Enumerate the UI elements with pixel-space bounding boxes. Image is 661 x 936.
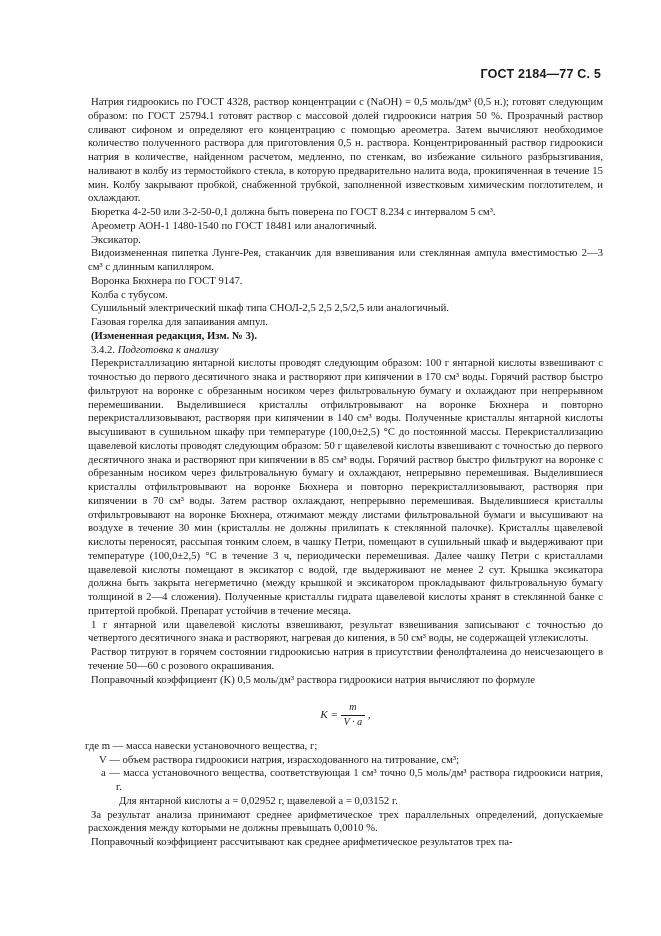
formula-fraction [341, 701, 365, 730]
section-title: Подготовка к анализу [117, 343, 219, 356]
legend-m: где m — масса навески установочного вещества, г; [85, 739, 318, 752]
paragraph-buchner-funnel: Воронка Бюхнера по ГОСТ 9147. [91, 274, 243, 287]
paragraph-flask: Колба с тубусом. [91, 288, 168, 301]
paragraph-areometer: Ареометр АОН-1 1480-1540 по ГОСТ 18481 или аналогичный. [91, 219, 377, 232]
paragraph-desiccator: Эксикатор. [91, 233, 141, 246]
paragraph-formula-intro: Поправочный коэффициент (K) 0,5 моль/дм³ раствора гидроокиси натрия вычисляют по формуле [91, 673, 535, 686]
legend-a: a — масса установочного вещества, соответствующая 1 см³ точно 0,5 моль/дм³ раствора гидроокиси натрия, г. [101, 767, 603, 793]
paragraph-weighing: 1 г янтарной или щавелевой кислоты взвешивают, результат взвешивания записывают с точностью до четвертого десятичного знака и растворяют, нагревая до кипения, в 50 см³ воды, не содержащей углекислоты. [88, 618, 603, 645]
document-body [85, 96, 603, 850]
paragraph-amendment-note: (Измененная редакция, Изм. № 3). [91, 329, 258, 342]
paragraph-gas-burner: Газовая горелка для запаивания ампул. [91, 316, 268, 328]
paragraph-constants: Для янтарной кислоты a = 0,02952 г, щавелевой a = 0,03152 г. [119, 794, 398, 807]
page-header: ГОСТ 2184—77 С. 5 [480, 67, 601, 81]
section-heading [88, 344, 603, 358]
paragraph-recrystallization: Перекристаллизацию янтарной кислоты проводят следующим образом: 100 г янтарной кислоты взвешивают с точностью до первого десятичного знака и растворяют при кипячении в 170 см³ воды. Горячий раствор быстро фильтруют на воронке с обрезанным носиком через фильтровальную бумагу и охлаждают при непрерывном перемешивании. Выделившиеся кристаллы отфильтровывают на воронке Бюхнера и повторно перекристаллизовывают, растворяя при кипячении в 140 см³ воды. Полученные кристаллы янтарной кислоты высушивают в сушильном шкафу при температуре (100,0±2,5) °С до постоянной массы. Перекристаллизацию щавелевой кислоты проводят следующим образом: 50 г щавелевой кислоты взвешивают с точностью до первого десятичного знака и растворяют при кипячении в 85 см³ воды. Горячий раствор быстро фильтруют на воронке с обрезанным носиком через фильтровальную бумагу и охлаждают, непрерывно перемешивая. Выделившиеся кристаллы отфильтровывают на воронке Бюхнера и повторно перекристаллизовывают, растворяя при кипячении в 70 см³ воды. Затем раствор охлаждают, непрерывно перемешивая. Выделившиеся кристаллы отфильтровывают на воронке Бюхнера, отжимают между листами фильтровальной бумаги и высушивают на воздухе в течение 30 мин (кристаллы не должны прилипать к стеклянной палочке). Кристаллы щавелевой кислоты переносят, рассыпая тонким слоем, в чашку Петри, помещают в сушильный шкаф и выдерживают при температуре (100,0±2,5) °С в течение 3 ч, периодически перемешивая. Далее чашку Петри с кристаллами щавелевой кислоты помещают в эксикатор с водой, где выдерживают не менее 2 сут. Крышка эксикатора должна быть закрыта негерметично (между крышкой и эксикатором прокладывают фильтровальную бумагу толщиной в 2—4 сложения). Полученные кристаллы гидрата щавелевой кислоты хранят в стеклянной банке с притертой пробкой. Препарат устойчив в течение месяца. [88, 357, 603, 617]
legend-v: V — объем раствора гидроокиси натрия, израсходованного на титрование, см³; [99, 753, 460, 766]
paragraph-naoh-solution: Натрия гидроокись по ГОСТ 4328, раствор концентрации c (NaOH) = 0,5 моль/дм³ (0,5 н.); готовят следующим образом: по ГОСТ 25794.1 готовят раствор с массовой долей гидроокиси натрия 50 %. Прозрачный раствор сливают сифоном и определяют его концентрацию с помощью ареометра. Затем вычисляют необходимое количество полученного раствора для приготовления 0,5 н. раствора. Концентрированный раствор гидроокиси натрия в количестве, найденном расчетом, медленно, по стенкам, во избежание сильного разбрызгивания, наливают в колбу из термостойкого стекла, в которую предварительно налита вода, прокипяченная в течение 15 мин. Колбу закрывают пробкой, снабженной трубкой, заполненной известковым химическим поглотителем, и охлаждают. [88, 96, 603, 205]
formula-legend [85, 739, 603, 795]
paragraph-result: За результат анализа принимают среднее арифметическое трех параллельных определений, допускаемые расхождения между которыми не должны превышать 0,0010 %. [88, 808, 603, 835]
paragraph-drying-oven: Сушильный электрический шкаф типа СНОЛ-2,5 2,5 2,5/2,5 или аналогичный. [91, 302, 450, 315]
formula-tail: , [367, 709, 371, 722]
paragraph-correction-factor: Поправочный коэффициент рассчитывают как среднее арифметическое результатов трех па- [91, 836, 513, 848]
paragraph-burette: Бюретка 4-2-50 или 3-2-50-0,1 должна быть поверена по ГОСТ 8.234 с интервалом 5 см³. [91, 206, 496, 218]
paragraph-titration: Раствор титруют в горячем состоянии гидроокисью натрия в присутствии фенолфталеина до неисчезающего в течение 50—60 с розового окрашивания. [88, 646, 603, 672]
section-number: 3.4.2. [91, 343, 116, 356]
formula-numerator: m [341, 701, 365, 716]
formula-k [88, 701, 603, 730]
paragraph-pipette: Видоизмененная пипетка Лунге-Рея, стаканчик для взвешивания или стеклянная ампула вместимостью 2—3 см³ с длинным капилляром. [88, 247, 603, 273]
formula-denominator: V · a [343, 717, 363, 728]
formula-lhs: K = [320, 709, 338, 722]
